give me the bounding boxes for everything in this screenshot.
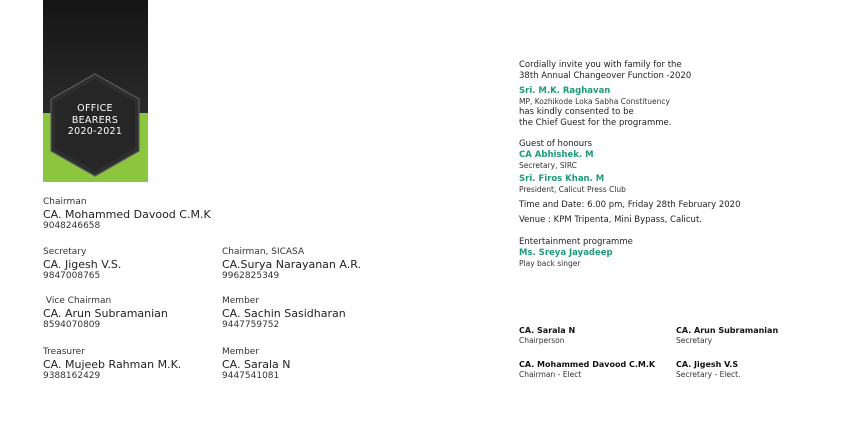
bearer-phone: 9447759752 — [222, 320, 280, 330]
banner-text — [49, 103, 141, 138]
bearer-role: Member — [222, 347, 260, 357]
intro-line-1: Cordially invite you with family for the — [519, 60, 682, 70]
bearer-vice-chairman — [43, 296, 168, 331]
bearer-name: CA.Surya Narayanan A.R. — [222, 258, 361, 271]
bearer-name: CA. Jigesh V.S. — [43, 258, 122, 271]
signatory-name: CA. Sarala N — [519, 326, 576, 335]
signatory-2 — [676, 326, 778, 346]
entertainment-name: Ms. Sreya Jayadeep — [519, 248, 613, 258]
banner-line-1: OFFICE — [77, 103, 113, 114]
bearer-chairman — [43, 197, 211, 232]
bearer-phone: 9388162429 — [43, 371, 101, 381]
hexagon-badge — [49, 72, 141, 178]
chief-guest-name: Sri. M.K. Raghavan — [519, 86, 611, 96]
entertainment-title: Play back singer — [519, 259, 581, 268]
signatory-title: Secretary - Elect. — [676, 370, 741, 379]
bearer-secretary — [43, 247, 121, 282]
bearer-phone: 9962825349 — [222, 271, 280, 281]
bearer-name: CA. Mujeeb Rahman M.K. — [43, 358, 182, 371]
bearer-name: CA. Sarala N — [222, 358, 291, 371]
signatory-name: CA. Mohammed Davood C.M.K — [519, 360, 656, 369]
signatory-name: CA. Jigesh V.S — [676, 360, 739, 369]
bearer-role: Vice Chairman — [43, 296, 112, 306]
bearer-phone: 9048246658 — [43, 221, 101, 231]
guest-1-title: Secretary, SIRC — [519, 161, 577, 170]
guest-2-title: President, Calicut Press Club — [519, 185, 626, 194]
bearer-role: Member — [222, 296, 260, 306]
guest-heading: Guest of honours — [519, 139, 593, 149]
consent-line-1: has kindly consented to be — [519, 107, 634, 117]
bearer-role: Treasurer — [43, 347, 85, 357]
signatory-1 — [519, 326, 575, 346]
bearer-treasurer — [43, 347, 181, 382]
bearer-role: Chairman — [43, 197, 87, 207]
bearer-phone: 9447541081 — [222, 371, 280, 381]
signatory-4 — [676, 360, 740, 380]
time-date: Time and Date: 6.00 pm, Friday 28th February 2020 — [519, 200, 741, 210]
signatory-title: Chairman - Elect — [519, 370, 582, 379]
bearer-role: Chairman, SICASA — [222, 247, 305, 257]
entertainment-heading: Entertainment programme — [519, 237, 633, 247]
bearer-sicasa-chairman — [222, 247, 361, 282]
signatory-title: Secretary — [676, 336, 713, 345]
chief-guest-title: MP, Kozhikode Loka Sabha Constituency — [519, 97, 670, 106]
bearer-name: CA. Mohammed Davood C.M.K — [43, 208, 211, 221]
office-bearers-banner — [43, 0, 148, 182]
bearer-member-2 — [222, 347, 291, 382]
signatory-3 — [519, 360, 655, 380]
guest-1-name: CA Abhishek. M — [519, 150, 594, 160]
guest-2-name: Sri. Firos Khan. M — [519, 174, 605, 184]
signatory-name: CA. Arun Subramanian — [676, 326, 779, 335]
bearer-phone: 8594070809 — [43, 320, 101, 330]
intro-line-2: 38th Annual Changeover Function -2020 — [519, 71, 692, 81]
consent-line-2: the Chief Guest for the programme. — [519, 118, 672, 128]
banner-line-3: 2020-2021 — [67, 126, 123, 137]
venue: Venue : KPM Tripenta, Mini Bypass, Calicut. — [519, 215, 702, 225]
banner-line-2: BEARERS — [71, 114, 119, 126]
bearer-member-1 — [222, 296, 346, 331]
invitation-text — [519, 60, 741, 269]
bearer-name: CA. Arun Subramanian — [43, 307, 168, 320]
bearer-phone: 9847008765 — [43, 271, 101, 281]
bearer-role: Secretary — [43, 247, 87, 257]
signatory-title: Chairperson — [519, 336, 565, 345]
bearer-name: CA. Sachin Sasidharan — [222, 307, 346, 320]
